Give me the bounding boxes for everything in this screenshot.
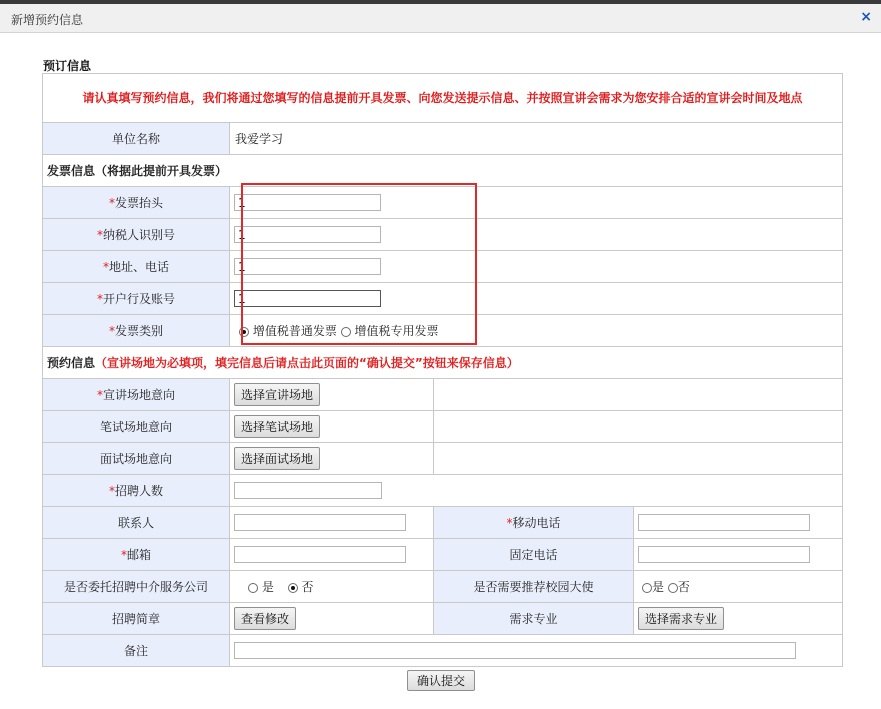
invoice-type-special-radio[interactable]	[341, 327, 351, 337]
email-label: *邮箱	[43, 539, 230, 571]
notice-text: 请认真填写预约信息，我们将通过您填写的信息提前开具发票、向您发送提示信息、并按照宣讲会需求为您安排合适的宣讲会时间及地点	[43, 74, 843, 123]
contact-input[interactable]	[234, 514, 406, 531]
select-major-button[interactable]: 选择需求专业	[638, 607, 724, 630]
address-phone-input[interactable]	[234, 258, 381, 275]
dialog-title: 新增预约信息	[11, 13, 84, 27]
lecture-venue-value	[434, 379, 843, 411]
invoice-title-input[interactable]	[234, 194, 381, 211]
ambassador-no-radio[interactable]	[668, 583, 678, 593]
company-name-label: 单位名称	[43, 123, 230, 155]
remark-label: 备注	[43, 635, 230, 667]
major-label: 需求专业	[434, 603, 634, 635]
address-phone-label: *地址、电话	[43, 251, 230, 283]
select-exam-venue-button[interactable]: 选择笔试场地	[234, 415, 320, 438]
exam-venue-label: 笔试场地意向	[43, 411, 230, 443]
exam-venue-value	[434, 411, 843, 443]
booking-form	[42, 73, 843, 667]
invoice-type-label: *发票类别	[43, 315, 230, 347]
mobile-input[interactable]	[638, 514, 810, 531]
confirm-submit-button[interactable]: 确认提交	[407, 670, 475, 691]
bank-account-input[interactable]	[234, 290, 381, 307]
ambassador-yes-radio[interactable]	[642, 583, 652, 593]
select-interview-venue-button[interactable]: 选择面试场地	[234, 447, 320, 470]
email-input[interactable]	[234, 546, 406, 563]
phone-label: 固定电话	[434, 539, 634, 571]
ambassador-no-label: 否	[677, 580, 690, 594]
taxpayer-id-input[interactable]	[234, 226, 381, 243]
booking-section-header: 预约信息（宣讲场地为必填项，填完信息后请点击此页面的“确认提交”按钮来保存信息）	[43, 347, 843, 379]
agency-yes-label: 是	[261, 580, 274, 594]
close-icon[interactable]: ×	[860, 9, 872, 25]
mobile-label: *移动电话	[434, 507, 634, 539]
agency-yes-radio[interactable]	[248, 583, 258, 593]
interview-venue-value	[434, 443, 843, 475]
invoice-type-normal-radio[interactable]	[239, 327, 249, 337]
invoice-title-label: *发票抬头	[43, 187, 230, 219]
ambassador-yes-label: 是	[652, 580, 665, 594]
invoice-type-special-label: 增值税专用发票	[354, 324, 439, 338]
taxpayer-id-label: *纳税人识别号	[43, 219, 230, 251]
phone-input[interactable]	[638, 546, 810, 563]
company-name-value: 我爱学习	[230, 123, 843, 155]
invoice-type-normal-label: 增值税普通发票	[252, 324, 337, 338]
bank-account-label: *开户行及账号	[43, 283, 230, 315]
remark-input[interactable]	[234, 642, 796, 659]
lecture-venue-label: *宣讲场地意向	[43, 379, 230, 411]
select-lecture-venue-button[interactable]: 选择宣讲场地	[234, 383, 320, 406]
recruit-count-label: *招聘人数	[43, 475, 230, 507]
agency-no-radio[interactable]	[288, 583, 298, 593]
invoice-section-header: 发票信息（将据此提前开具发票）	[43, 155, 843, 187]
view-edit-brochure-button[interactable]: 查看修改	[234, 607, 296, 630]
contact-label: 联系人	[43, 507, 230, 539]
agency-label: 是否委托招聘中介服务公司	[43, 571, 230, 603]
recruit-count-input[interactable]	[234, 482, 382, 499]
section-title: 预订信息	[43, 59, 92, 73]
interview-venue-label: 面试场地意向	[43, 443, 230, 475]
ambassador-label: 是否需要推荐校园大使	[434, 571, 634, 603]
dialog-titlebar	[0, 4, 881, 33]
brochure-label: 招聘简章	[43, 603, 230, 635]
agency-no-label: 否	[301, 580, 314, 594]
